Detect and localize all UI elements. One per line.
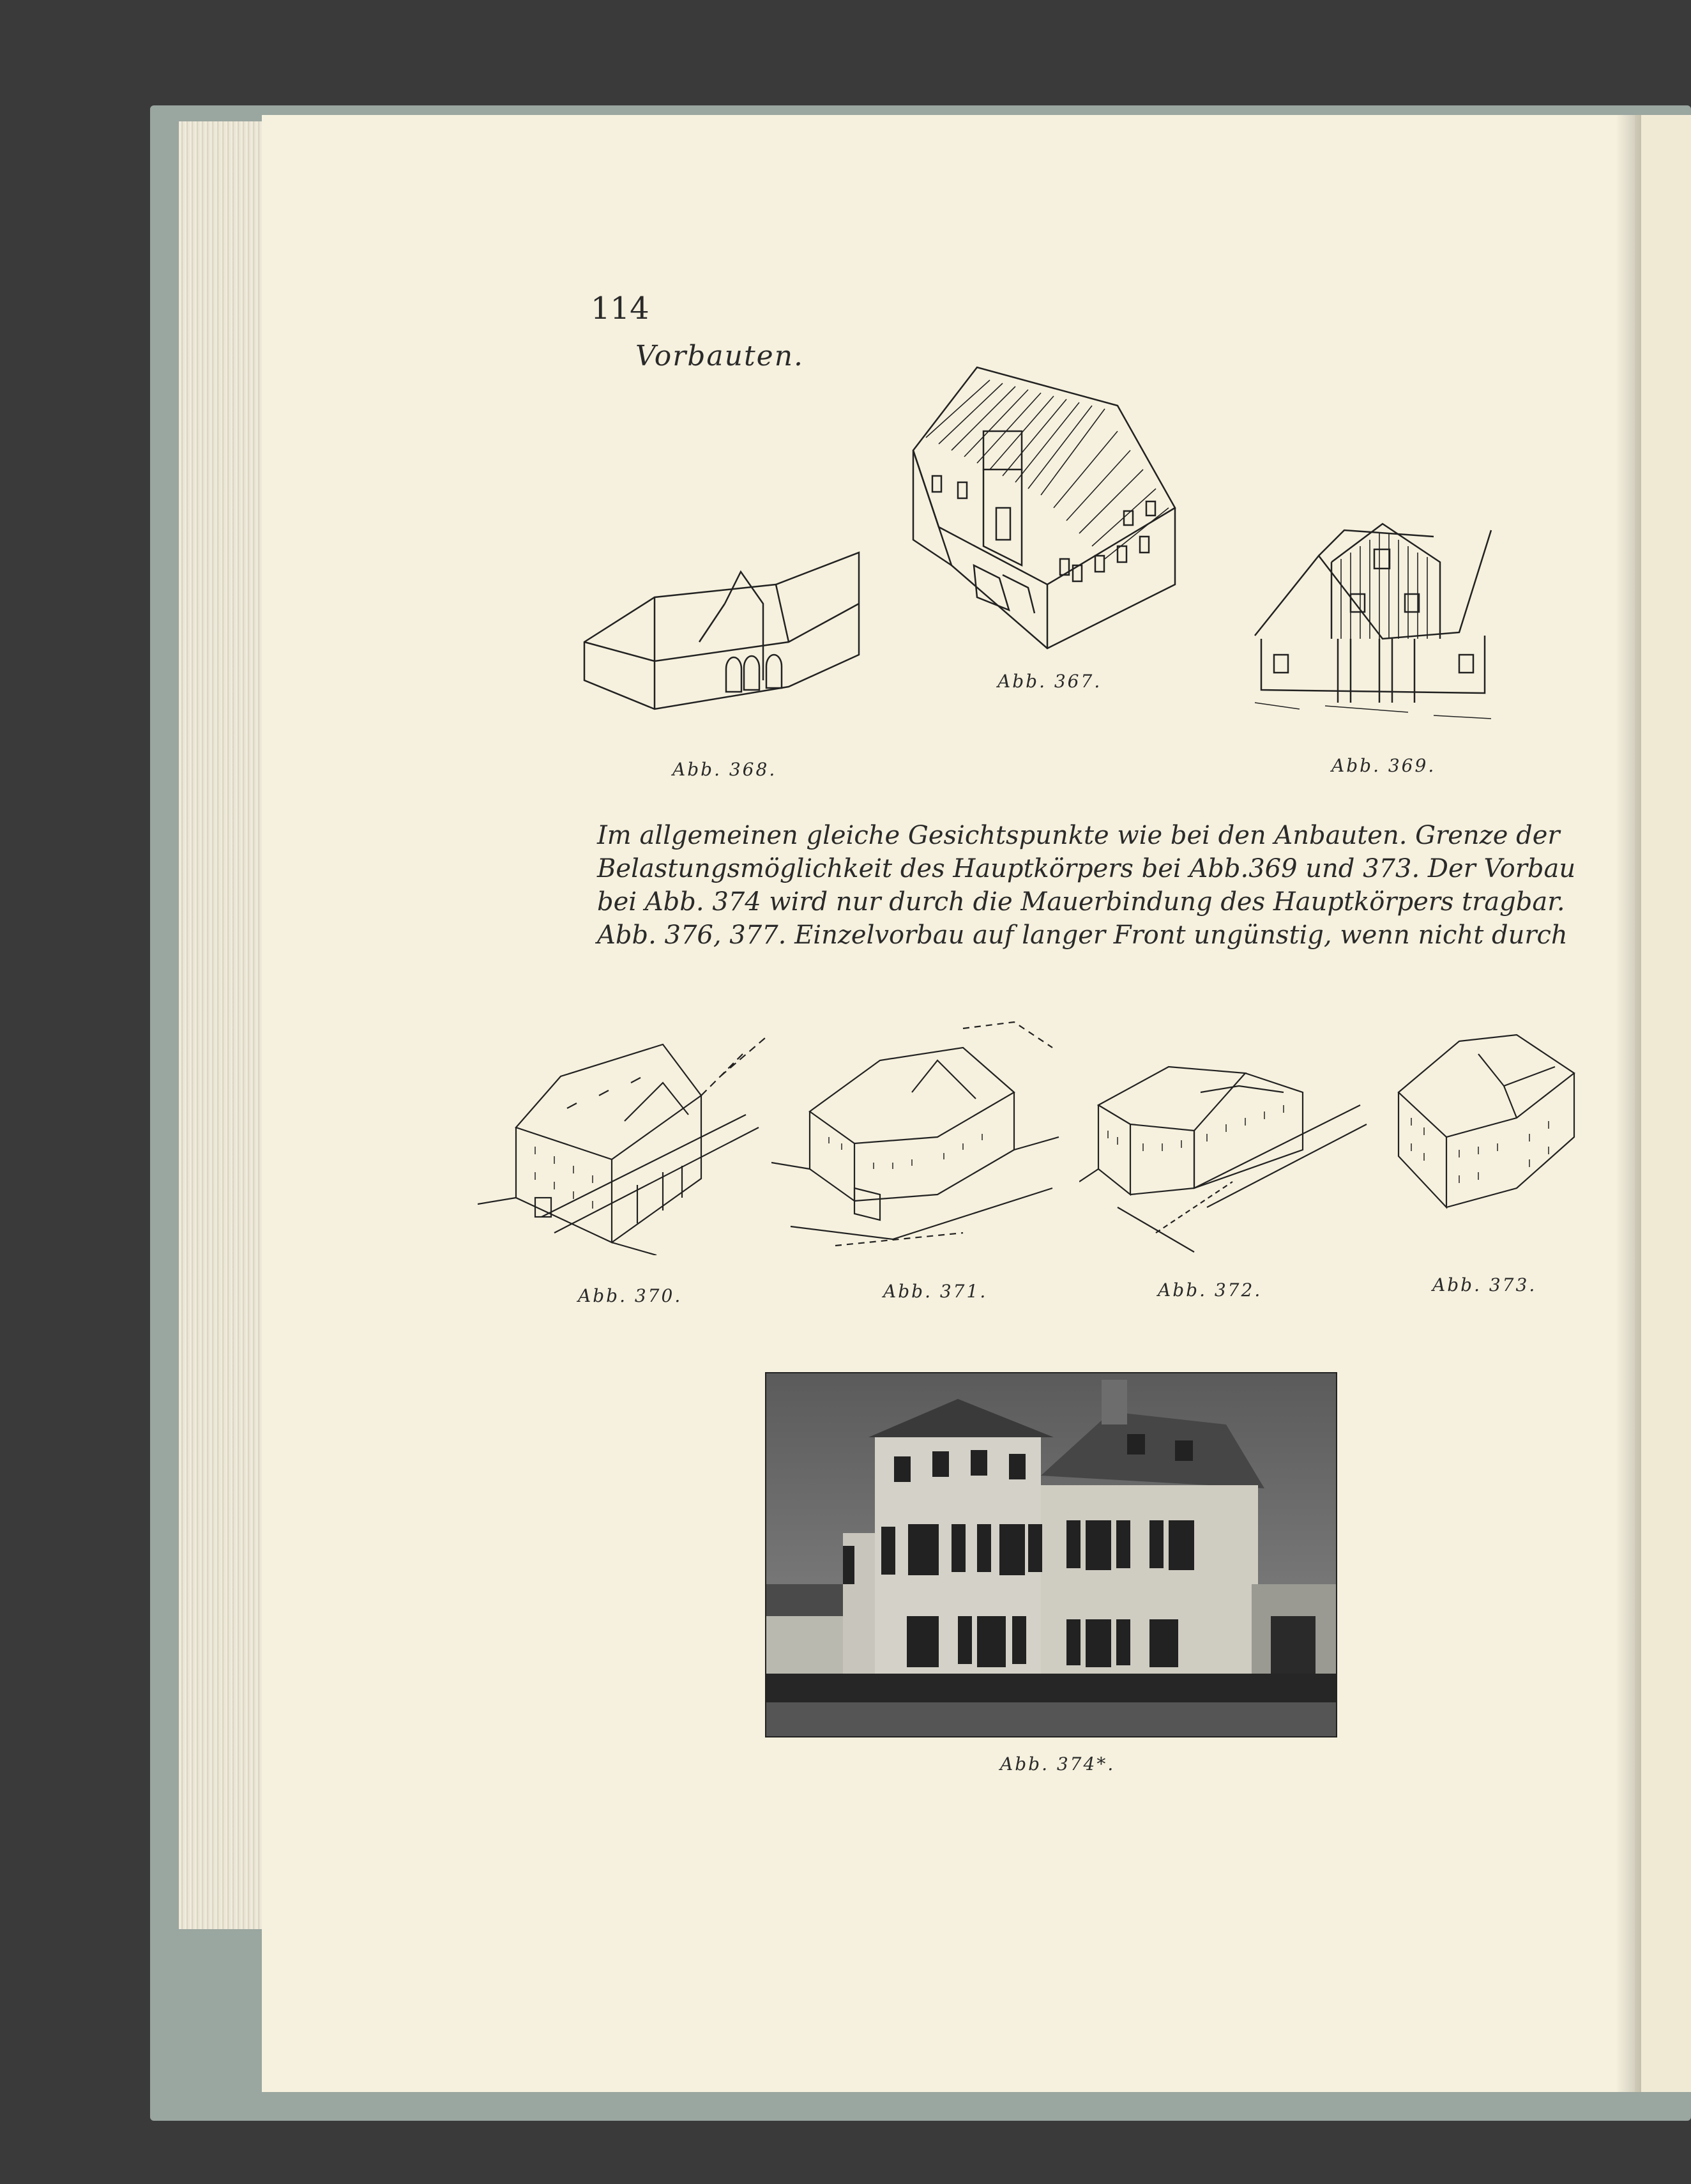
paragraph-line-1: Im allgemeinen gleiche Gesichtspunkte wie bei den Anbauten. Grenze der — [597, 821, 1560, 850]
figure-abb-372 — [1079, 1022, 1373, 1258]
figure-abb-367 — [900, 355, 1188, 655]
figure-abb-371 — [771, 1009, 1065, 1252]
paragraph-line-2: Belastungsmöglichkeit des Hauptkörpers bei Abb.369 und 373. Der Vorbau — [597, 854, 1576, 883]
caption-abb-371: Abb. 371. — [883, 1281, 988, 1302]
page-number: 114 — [591, 291, 649, 326]
caption-abb-370: Abb. 370. — [578, 1285, 683, 1306]
caption-abb-374: Abb. 374*. — [1000, 1753, 1116, 1775]
page-fold-shadow — [1616, 115, 1641, 2092]
caption-abb-372: Abb. 372. — [1158, 1279, 1263, 1301]
figure-abb-369 — [1248, 511, 1498, 735]
figure-abb-373 — [1389, 1016, 1581, 1233]
photo-abb-374 — [765, 1372, 1337, 1737]
caption-abb-368: Abb. 368. — [672, 759, 777, 780]
body-paragraph — [597, 819, 1576, 952]
figure-abb-368 — [578, 508, 865, 719]
paragraph-line-3: bei Abb. 374 wird nur durch die Mauerbindung des Hauptkörpers tragbar. — [597, 887, 1565, 917]
figure-abb-370 — [478, 1012, 771, 1255]
caption-abb-367: Abb. 367. — [997, 671, 1102, 692]
section-title: Vorbauten. — [635, 340, 805, 372]
caption-abb-369: Abb. 369. — [1331, 755, 1436, 776]
caption-abb-373: Abb. 373. — [1432, 1274, 1537, 1295]
page-edges — [179, 121, 268, 1929]
paragraph-line-4: Abb. 376, 377. Einzelvorbau auf langer Front ungünstig, wenn nicht durch — [597, 920, 1568, 950]
next-page-edge — [1635, 115, 1691, 2092]
